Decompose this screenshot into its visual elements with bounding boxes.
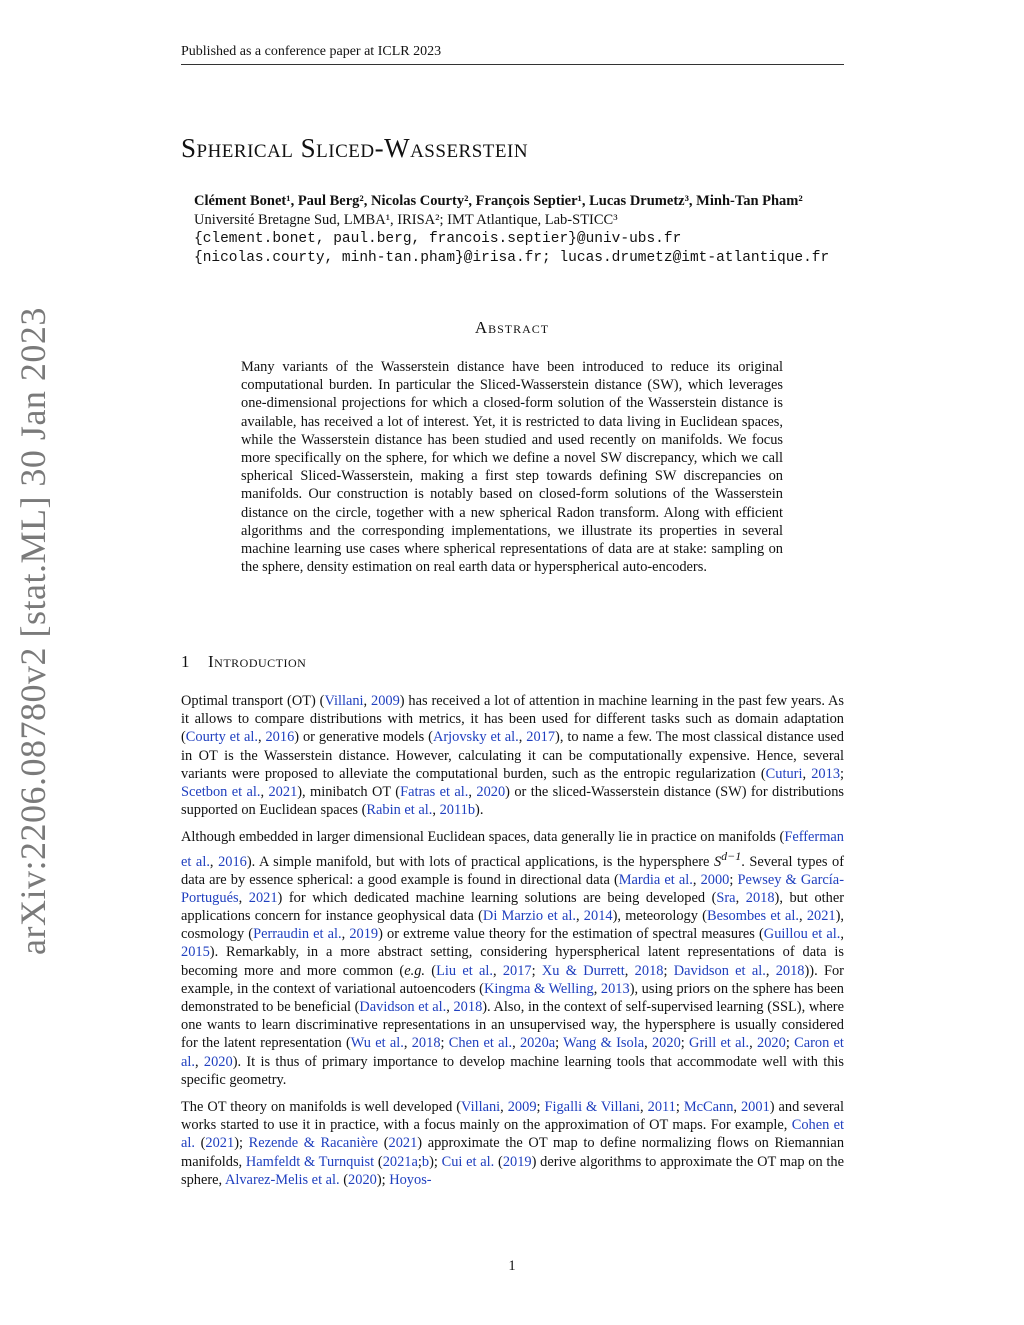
text-run: ,	[194, 1053, 204, 1070]
citation-link[interactable]: 2021	[268, 784, 298, 801]
text-run: ,	[593, 980, 601, 997]
text-run: ,	[238, 889, 249, 906]
text-run: ).	[475, 802, 484, 819]
author-block	[194, 192, 914, 268]
text-run: ). A simple manifold, but with lots of practical applications, is the hypersphere	[246, 853, 714, 870]
text-run: ) or generative models (	[294, 729, 433, 746]
text-run: ,	[735, 889, 746, 906]
text-run: ). Also, in the context of self-supervised learning (SSL), where one wants to learn discriminative representations in an unsupervised way, the hypersphere is usually considered for the latent representation (	[181, 999, 844, 1052]
running-header: Published as a conference paper at ICLR 2023	[181, 44, 844, 65]
text-run: ;	[531, 962, 542, 979]
citation-link[interactable]: Courty et al.	[185, 729, 258, 746]
italic-text: S	[713, 853, 722, 870]
text-run: ), cosmology (	[181, 908, 844, 943]
citation-link[interactable]: Kingma & Welling	[483, 980, 594, 997]
paper-title: Spherical Sliced-Wasserstein	[181, 133, 529, 163]
paragraph-1	[181, 692, 844, 819]
citation-link[interactable]: 2018	[745, 889, 775, 906]
text-run: (	[378, 1135, 389, 1152]
citation-link[interactable]: Sra	[716, 889, 736, 906]
text-run: (	[339, 1171, 349, 1188]
citation-link[interactable]: Figalli & Villani	[544, 1099, 641, 1116]
citation-link[interactable]: 2001	[740, 1099, 770, 1116]
citation-link[interactable]: b	[421, 1153, 430, 1170]
citation-link[interactable]: 2018	[411, 1035, 441, 1052]
text-run: ;	[840, 765, 845, 782]
citation-link[interactable]: Fefferman et al.	[181, 829, 844, 870]
citation-link[interactable]: Perraudin et al.	[253, 926, 342, 943]
text-run: ,	[802, 765, 812, 782]
text-run: );	[376, 1171, 390, 1188]
citation-link[interactable]: Grill et al.	[689, 1035, 750, 1052]
text-run: ,	[624, 962, 635, 979]
citation-link[interactable]: 2021a	[382, 1153, 418, 1170]
citation-link[interactable]: McCann	[683, 1099, 734, 1116]
citation-link[interactable]: Rabin et al.	[366, 802, 433, 819]
citation-link[interactable]: 2009	[371, 693, 400, 709]
text-run: ,	[446, 999, 454, 1016]
citation-link[interactable]: 2016	[265, 729, 295, 746]
citation-link[interactable]: Besombes et al.	[706, 908, 799, 925]
citation-link[interactable]: Davidson et al.	[673, 962, 766, 979]
citation-link[interactable]: 2020	[348, 1171, 377, 1188]
citation-link[interactable]: Alvarez-Melis et al.	[224, 1171, 340, 1188]
text-run: ;	[417, 1153, 422, 1170]
text-run: Although embedded in larger dimensional Euclidean spaces, data generally lie in practice on manifolds (	[181, 829, 785, 846]
text-run: ,	[692, 871, 701, 888]
citation-link[interactable]: 2016	[218, 853, 247, 870]
citation-link[interactable]: Wu et al.	[350, 1035, 404, 1052]
text-run: ) and several works started to use it in practice, with a focus mainly on the approximation of OT maps. For example,	[181, 1099, 845, 1134]
text-run: ,	[640, 1099, 648, 1116]
citation-link[interactable]: 2000	[700, 871, 730, 888]
text-run: ,	[512, 1035, 520, 1052]
citation-link[interactable]: Cohen et al.	[181, 1117, 845, 1152]
abstract-heading: Abstract	[474, 318, 550, 337]
text-run: ,	[644, 1035, 652, 1052]
citation-link[interactable]: 2017	[526, 729, 556, 746]
italic-text: e.g.	[404, 962, 425, 979]
text-run: ,	[363, 693, 371, 709]
citation-link[interactable]: 2020	[203, 1053, 233, 1070]
text-run: ,	[468, 784, 477, 801]
citation-link[interactable]: 2015	[181, 944, 210, 961]
text-run: ,	[260, 784, 269, 801]
text-run: ), to name a few. The most classical distance used in OT is the Wasserstein distance. However, calculating it can be computationally expensive. Hence, several variants were proposed to alleviate the computational burden, such as the entropic regularization (	[181, 729, 844, 782]
text-run: ,	[257, 729, 266, 746]
citation-link[interactable]: Rezende & Racanière	[248, 1135, 379, 1152]
citation-link[interactable]: Di Marzio et al.	[482, 908, 576, 925]
text-run: ), minibatch OT (	[297, 784, 401, 801]
text-run: ,	[500, 1099, 508, 1116]
citation-link[interactable]: 2013	[811, 765, 841, 782]
arxiv-stamp: arXiv:2206.08780v2 [stat.ML] 30 Jan 2023	[13, 307, 53, 955]
text-run: ;	[729, 871, 738, 888]
citation-link[interactable]: 2014	[583, 908, 613, 925]
citation-link[interactable]: Pewsey & García-Portugués	[181, 871, 844, 906]
citation-link[interactable]: Caron et al.	[181, 1035, 844, 1070]
citation-link[interactable]: Hoyos-	[389, 1171, 432, 1188]
text-run: ) derive algorithms to approximate the OT map on the sphere,	[181, 1153, 844, 1188]
section-title: Introduction	[208, 652, 307, 671]
citation-link[interactable]: 2009	[507, 1099, 537, 1116]
text-run: ,	[403, 1035, 412, 1052]
citation-link[interactable]: 2020	[651, 1035, 681, 1052]
text-run: ;	[555, 1035, 564, 1052]
text-run: ) or the sliced-Wasserstein distance (SW) for distributions supported on Euclidean spaces (	[181, 784, 844, 819]
citation-link[interactable]: Scetbon et al.	[181, 784, 261, 801]
text-run: ,	[798, 908, 807, 925]
text-run: ;	[440, 1035, 449, 1052]
citation-link[interactable]: 2018	[453, 999, 483, 1016]
text-run: ,	[492, 962, 503, 979]
superscript: d−1	[721, 848, 742, 863]
text-run: Optimal transport (OT) (	[181, 693, 325, 709]
citation-link[interactable]: 2020	[757, 1035, 786, 1052]
text-run: ,	[518, 729, 527, 746]
text-run: ). Remarkably, in a more abstract setting, considering hyperspherical latent representations of data is becoming more and more common (	[181, 944, 844, 979]
citation-link[interactable]: 2013	[600, 980, 630, 997]
section-number: 1	[181, 652, 190, 671]
text-run: ,	[432, 802, 440, 819]
text-run: . Several types of data are by essence spherical: a good example is found in directional data (	[181, 853, 845, 888]
text-run: );	[234, 1135, 249, 1152]
citation-link[interactable]: 2021	[388, 1135, 418, 1152]
text-run: ;	[680, 1035, 690, 1052]
text-run: ), meteorology (	[612, 908, 707, 925]
text-run: ), but other applications concern for instance geophysical data (	[181, 889, 845, 925]
citation-link[interactable]: 2021	[248, 889, 278, 906]
citation-link[interactable]: Wang & Isola	[563, 1035, 645, 1052]
citation-link[interactable]: 2020	[476, 784, 506, 801]
citation-link[interactable]: Villani	[461, 1099, 501, 1116]
citation-link[interactable]: 2011b	[439, 802, 476, 819]
text-run: ;	[785, 1035, 795, 1052]
text-run: ,	[840, 926, 844, 943]
citation-link[interactable]: Villani	[324, 693, 364, 709]
citation-link[interactable]: 2020a	[519, 1035, 556, 1052]
text-run: ). It is thus of primary importance to develop machine learning tools that accommodate well with this specific geometry.	[181, 1053, 844, 1088]
author-names: Clément Bonet¹, Paul Berg², Nicolas Courty², François Septier¹, Lucas Drumetz³, Minh-Tan Pham²	[194, 193, 803, 209]
citation-link[interactable]: 2019	[349, 926, 379, 943]
citation-link[interactable]: Davidson et al.	[359, 999, 447, 1016]
section-heading	[181, 652, 306, 672]
citation-link[interactable]: Mardia et al.	[618, 871, 693, 888]
text-run: ,	[765, 962, 776, 979]
text-run: ) has received a lot of attention in machine learning in the past few years. As it allows to compare distributions with metrics, it has been used for different tasks such as domain adaptation (	[181, 693, 844, 746]
text-run: ,	[749, 1035, 758, 1052]
text-run: ,	[209, 853, 219, 870]
text-run: The OT theory on manifolds is well developed (	[181, 1099, 462, 1116]
paragraph-3	[181, 1098, 844, 1189]
text-run: ;	[675, 1099, 684, 1116]
text-run: ,	[733, 1099, 741, 1116]
text-run: (	[494, 1153, 503, 1170]
citation-link[interactable]: Cuturi	[765, 765, 803, 782]
body-text	[181, 692, 844, 1198]
citation-link[interactable]: 2021	[806, 908, 836, 925]
text-run: (	[424, 962, 437, 979]
citation-link[interactable]: 2017	[502, 962, 532, 979]
text-run: ,	[341, 926, 350, 943]
text-run: ) approximate the OT map to define normalizing flows on Riemannian manifolds,	[181, 1135, 845, 1170]
citation-link[interactable]: Xu & Durrett	[541, 962, 625, 979]
citation-link[interactable]: Hamfeldt & Turnquist	[245, 1153, 375, 1170]
text-run: ;	[536, 1099, 545, 1116]
citation-link[interactable]: Cui et al.	[441, 1153, 495, 1170]
text-run: );	[429, 1153, 442, 1170]
page-number: 1	[508, 1258, 516, 1274]
email-line-1: {clement.bonet, paul.berg, francois.septier}@univ-ubs.fr	[194, 231, 682, 247]
citation-link[interactable]: Chen et al.	[448, 1035, 513, 1052]
text-run: ;	[663, 962, 674, 979]
citation-link[interactable]: Arjovsky et al.	[432, 729, 519, 746]
citation-link[interactable]: Liu et al.	[436, 962, 493, 979]
text-run: ,	[575, 908, 584, 925]
text-run: ), using priors on the sphere has been demonstrated to be beneficial (	[181, 980, 844, 1016]
paragraph-2	[181, 828, 844, 1089]
citation-link[interactable]: 2011	[647, 1099, 676, 1116]
abstract-text: Many variants of the Wasserstein distance have been introduced to reduce its original computational burden. In particular the Sliced-Wasserstein distance (SW), which leverages one-dimensional projections for which a closed-form solution of the Wasserstein distance is available, has received a lot of interest. Yet, it is restricted to data living in Euclidean spaces, while the Wasserstein distance has been studied and used recently on manifolds. We focus more specifically on the sphere, for which we define a novel SW discrepancy, which we call spherical Sliced-Wasserstein, making a first step towards defining SW discrepancies on manifolds. Our construction is notably based on closed-form solutions of the Wasserstein distance on the circle, together with a new spherical Radon transform. Along with efficient algorithms and the corresponding implementations, we illustrate its properties in several machine learning use cases where spherical representations of data are at stake: sampling on the sphere, density estimation on real earth data or hyperspherical auto-encoders.	[241, 359, 783, 576]
text-run: )). For example, in the context of variational autoencoders (	[181, 962, 844, 997]
citation-link[interactable]: 2018	[634, 962, 664, 979]
text-run: ) for which dedicated machine learning solutions are being developed (	[277, 889, 717, 906]
citation-link[interactable]: Guillou et al.	[763, 926, 841, 943]
citation-link[interactable]: 2018	[775, 962, 805, 979]
citation-link[interactable]: 2019	[502, 1153, 532, 1170]
citation-link[interactable]: 2021	[205, 1135, 235, 1152]
email-line-2: {nicolas.courty, minh-tan.pham}@irisa.fr; lucas.drumetz@imt-atlantique.fr	[194, 250, 830, 266]
citation-link[interactable]: Fatras et al.	[400, 784, 469, 801]
text-run: (	[194, 1135, 206, 1152]
affiliations: Université Bretagne Sud, LMBA¹, IRISA²; IMT Atlantique, Lab-STICC³	[194, 212, 618, 228]
text-run: (	[374, 1153, 383, 1170]
text-run: ) or extreme value theory for the estimation of spectral measures (	[378, 926, 764, 943]
